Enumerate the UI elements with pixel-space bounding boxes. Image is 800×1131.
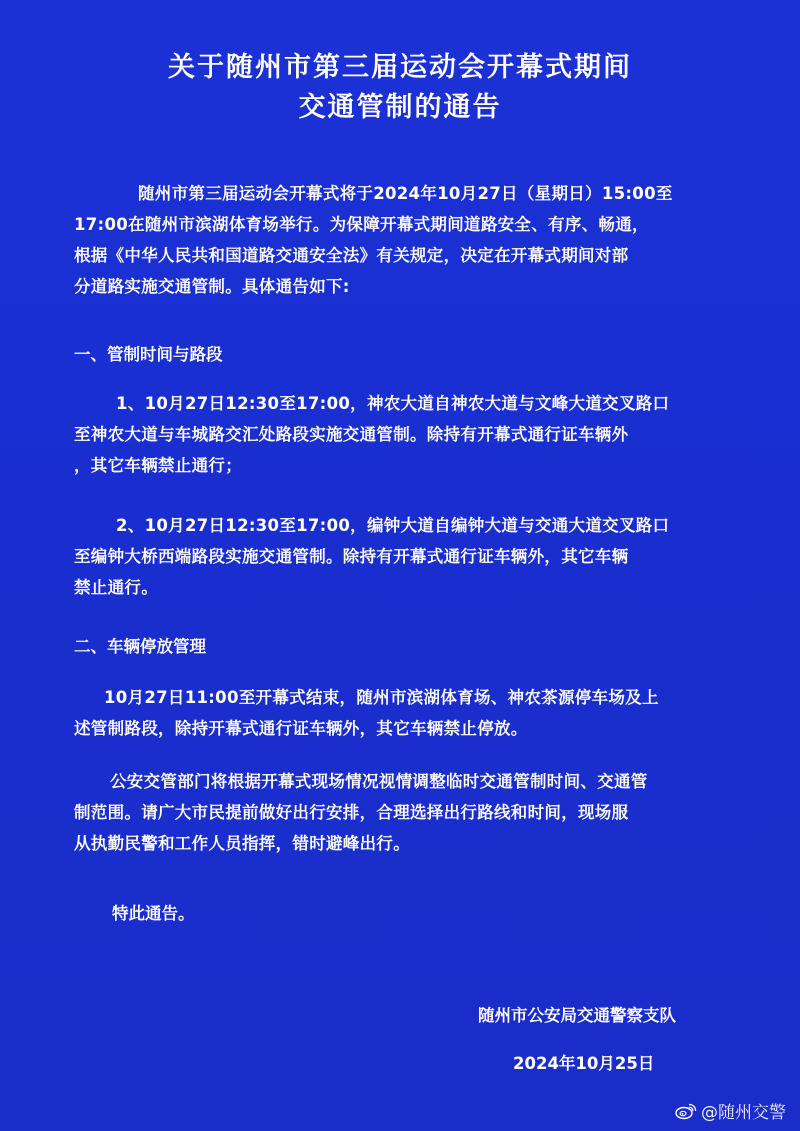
document-title-line-1: 关于随州市第三届运动会开幕式期间 [168,52,632,83]
section-2-body [74,682,734,744]
section-1-item-1 [74,388,734,481]
item-1-line-2: 至神农大道与车城路交汇处路段实施交通管制。除持有开幕式通行证车辆外 [74,425,629,444]
weibo-watermark [675,1098,786,1123]
section-2-heading: 二、车辆停放管理 [74,637,206,656]
intro-line-2: 17:00在随州市滨湖体育场举行。为保障开幕式期间道路安全、有序、畅通， [74,215,649,234]
signature-organization: 随州市公安局交通警察支队 [478,1006,676,1025]
item-2-line-3: 禁止通行。 [74,578,158,597]
notice-line-2: 制范围。请广大市民提前做好出行安排，合理选择出行路线和时间，现场服 [74,803,629,822]
intro-line-1: 随州市第三届运动会开幕式将于2024年10月27日（星期日）15:00至 [138,184,673,203]
intro-paragraph [74,178,734,302]
section-1-item-2 [74,510,734,603]
document-title-line-2: 交通管制的通告 [298,92,502,123]
notice-paragraph [74,766,734,859]
signature-date: 2024年10月25日 [513,1054,655,1073]
section-1-heading: 一、管制时间与路段 [74,345,223,364]
intro-line-4: 分道路实施交通管制。具体通告如下: [74,277,350,296]
closing-statement: 特此通告。 [112,904,195,923]
item-1-line-3: ，其它车辆禁止通行； [74,456,242,475]
weibo-handle: @随州交警 [701,1103,786,1123]
item-2-line-1: 2、10月27日12:30至17:00，编钟大道自编钟大道与交通大道交叉路口 [116,516,670,535]
section-2-line-1: 10月27日11:00至开幕式结束，随州市滨湖体育场、神农茶源停车场及上 [104,688,659,707]
weibo-icon [675,1102,697,1120]
item-1-line-1: 1、10月27日12:30至17:00，神农大道自神农大道与文峰大道交叉路口 [116,394,670,413]
notice-line-3: 从执勤民警和工作人员指挥，错时避峰出行。 [74,834,410,853]
item-2-line-2: 至编钟大桥西端路段实施交通管制。除持有开幕式通行证车辆外，其它车辆 [74,547,629,566]
notice-line-1: 公安交管部门将根据开幕式现场情况视情调整临时交通管制时间、交通管 [110,772,648,791]
intro-line-3: 根据《中华人民共和国道路交通安全法》有关规定，决定在开幕式期间对部 [74,246,629,265]
section-2-line-2: 述管制路段，除持开幕式通行证车辆外，其它车辆禁止停放。 [74,719,528,738]
